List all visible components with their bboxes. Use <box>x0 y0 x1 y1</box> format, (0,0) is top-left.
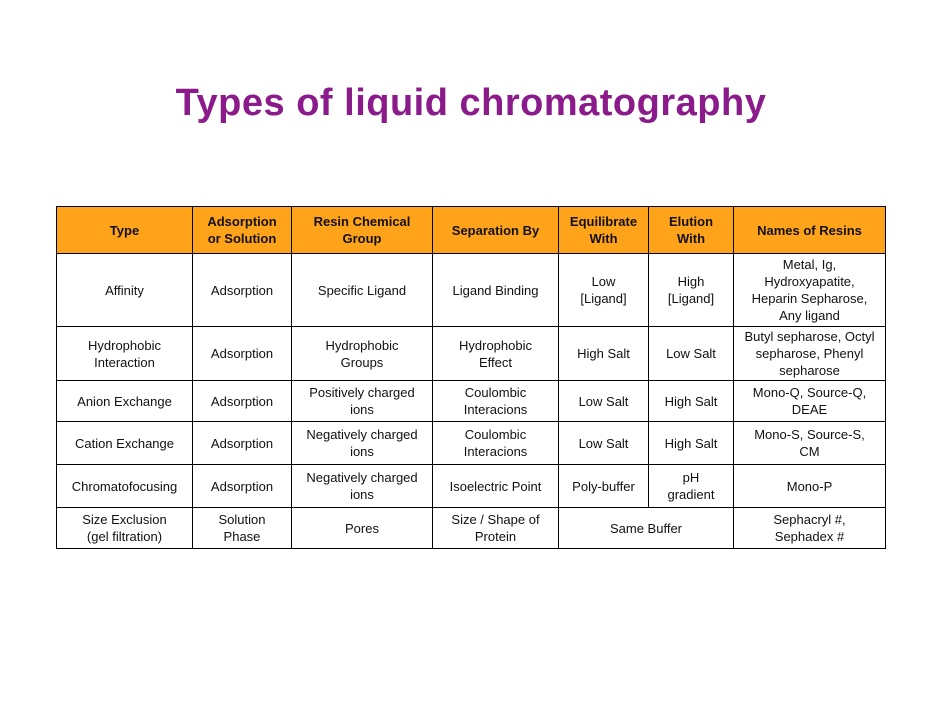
cell-resin-group: Pores <box>292 508 433 549</box>
cell-adsorption: Adsorption <box>193 381 292 422</box>
cell-resins: Sephacryl #, Sephadex # <box>734 508 886 549</box>
header-row <box>57 207 886 254</box>
cell-resins: Metal, Ig, Hydroxyapatite, Heparin Sepharose, Any ligand <box>734 254 886 327</box>
cell-resins: Mono-Q, Source-Q, DEAE <box>734 381 886 422</box>
cell-type: Chromatofocusing <box>57 465 193 508</box>
cell-elution: Low Salt <box>649 327 734 381</box>
cell-resin-group: Hydrophobic Groups <box>292 327 433 381</box>
header-separation: Separation By <box>433 207 559 254</box>
table-row <box>57 327 886 381</box>
cell-type: Size Exclusion (gel filtration) <box>57 508 193 549</box>
table-row <box>57 381 886 422</box>
table-row <box>57 254 886 327</box>
cell-resins: Mono-S, Source-S, CM <box>734 422 886 465</box>
cell-adsorption: Adsorption <box>193 327 292 381</box>
page-title: Types of liquid chromatography <box>175 82 767 124</box>
cell-separation: Isoelectric Point <box>433 465 559 508</box>
header-equilibrate: Equilibrate With <box>559 207 649 254</box>
cell-resin-group: Specific Ligand <box>292 254 433 327</box>
header-adsorption: Adsorption or Solution <box>193 207 292 254</box>
cell-elution: High Salt <box>649 422 734 465</box>
cell-adsorption: Adsorption <box>193 254 292 327</box>
cell-resin-group: Positively charged ions <box>292 381 433 422</box>
cell-separation: Coulombic Interacions <box>433 422 559 465</box>
cell-resin-group: Negatively charged ions <box>292 422 433 465</box>
cell-type: Cation Exchange <box>57 422 193 465</box>
cell-separation: Size / Shape of Protein <box>433 508 559 549</box>
cell-adsorption: Adsorption <box>193 465 292 508</box>
cell-adsorption: Solution Phase <box>193 508 292 549</box>
table-row <box>57 508 886 549</box>
table-row <box>57 465 886 508</box>
cell-adsorption: Adsorption <box>193 422 292 465</box>
cell-elution: High Salt <box>649 381 734 422</box>
cell-type: Hydrophobic Interaction <box>57 327 193 381</box>
table-row <box>57 422 886 465</box>
cell-equilibrate-elution-merged: Same Buffer <box>559 508 734 549</box>
cell-separation: Hydrophobic Effect <box>433 327 559 381</box>
cell-resin-group: Negatively charged ions <box>292 465 433 508</box>
cell-equilibrate: Low Salt <box>559 381 649 422</box>
cell-separation: Ligand Binding <box>433 254 559 327</box>
cell-elution: pH gradient <box>649 465 734 508</box>
cell-elution: High [Ligand] <box>649 254 734 327</box>
cell-equilibrate: High Salt <box>559 327 649 381</box>
cell-resins: Mono-P <box>734 465 886 508</box>
cell-resins: Butyl sepharose, Octyl sepharose, Phenyl sepharose <box>734 327 886 381</box>
cell-separation: Coulombic Interacions <box>433 381 559 422</box>
header-elution: Elution With <box>649 207 734 254</box>
cell-type: Affinity <box>57 254 193 327</box>
cell-equilibrate: Low [Ligand] <box>559 254 649 327</box>
cell-type: Anion Exchange <box>57 381 193 422</box>
chromatography-table <box>56 206 886 549</box>
cell-equilibrate: Low Salt <box>559 422 649 465</box>
header-type: Type <box>57 207 193 254</box>
cell-equilibrate: Poly-buffer <box>559 465 649 508</box>
header-resins: Names of Resins <box>734 207 886 254</box>
header-resin-group: Resin Chemical Group <box>292 207 433 254</box>
